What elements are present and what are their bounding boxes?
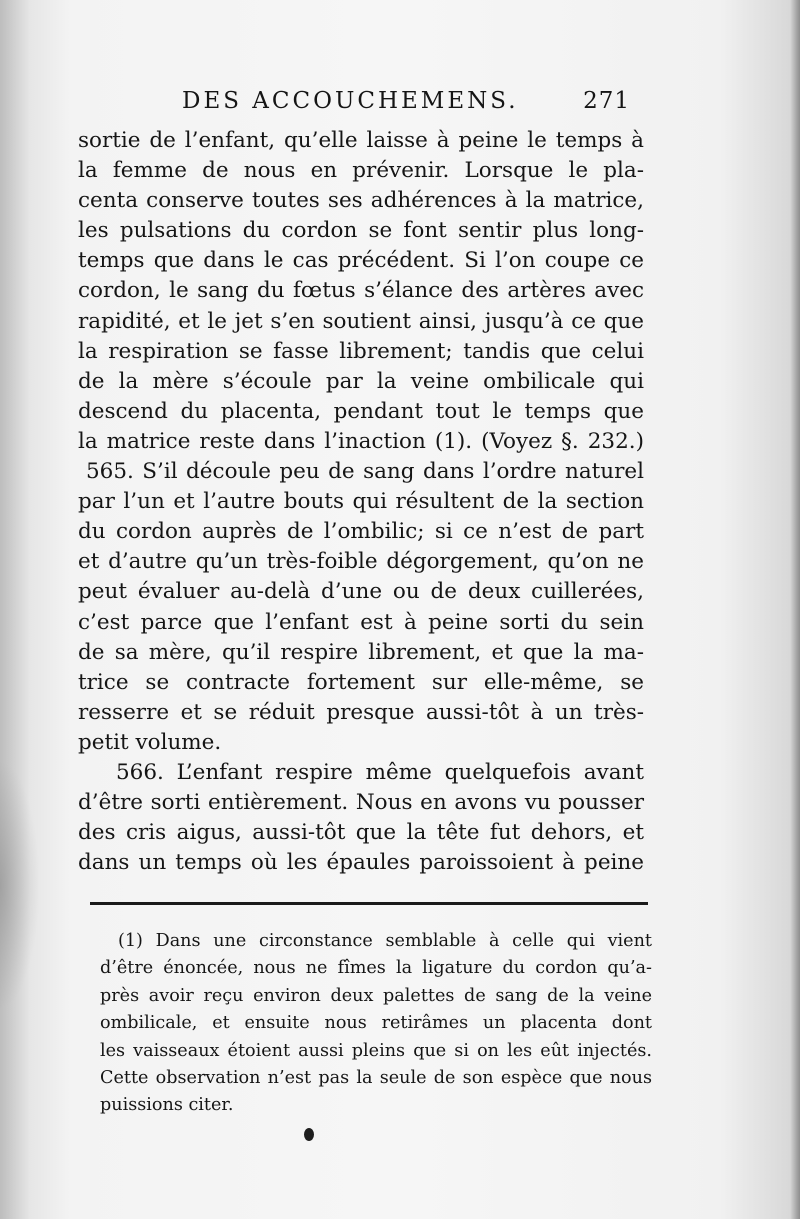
footnote-line: puissions citer.	[100, 1095, 234, 1116]
text-line: d’être sorti entièrement. Nous en avons vu pousser	[78, 790, 644, 816]
text-line: sortie de l’enfant, qu’elle laisse à peine le temps à	[78, 128, 644, 153]
ink-dot-mark	[304, 1128, 314, 1141]
text-line: du cordon auprès de l’ombilic; si ce n’est de part	[78, 519, 644, 545]
text-line: centa conserve toutes ses adhérences à la matrice,	[78, 188, 644, 214]
text-line: cordon, le sang du fœtus s’élance des artères avec	[78, 278, 644, 304]
text-line: peut évaluer au-delà d’une ou de deux cuillerées,	[78, 579, 644, 605]
text-line: temps que dans le cas précédent. Si l’on coupe ce	[78, 248, 644, 274]
text-line: des cris aigus, aussi-tôt que la tête fut dehors, et	[78, 820, 644, 846]
running-title: DES ACCOUCHEMENS.	[182, 88, 519, 114]
main-text	[78, 126, 644, 878]
paragraph-566-start: 566. L’enfant respire même quelquefois avant	[116, 759, 644, 785]
page-stain	[0, 760, 40, 1010]
text-line: la femme de nous en prévenir. Lorsque le pla-	[78, 158, 644, 184]
text-line: la respiration se fasse librement; tandis que celui	[78, 338, 644, 364]
text-line: c’est parce que l’enfant est à peine sorti du sein	[78, 609, 644, 635]
text-line: de la mère s’écoule par la veine ombilicale qui	[78, 368, 644, 394]
text-line: resserre et se réduit presque aussi-tôt à un très-	[78, 699, 644, 725]
text-line: dans un temps où les épaules paroissoient à peine	[78, 850, 644, 876]
running-header	[182, 88, 630, 122]
text-line: la matrice reste dans l’inaction (1). (Voyez §. 232.)	[78, 428, 644, 454]
text-line: par l’un et l’autre bouts qui résultent de la section	[78, 489, 644, 515]
footnote-line: près avoir reçu environ deux palettes de sang de la veine	[100, 985, 652, 1006]
footnote	[100, 928, 652, 1120]
footnote-line: Cette observation n’est pas la seule de son espèce que nous	[100, 1067, 652, 1088]
text-line: de sa mère, qu’il respire librement, et que la ma-	[78, 639, 644, 665]
text-line: rapidité, et le jet s’en soutient ainsi, jusqu’à ce que	[78, 308, 644, 334]
footnote-rule	[90, 902, 648, 905]
footnote-line: (1) Dans une circonstance semblable à celle qui vient	[118, 931, 652, 951]
footnote-line: les vaisseaux étoient aussi pleins que si on les eût injectés.	[100, 1040, 652, 1061]
text-line: et d’autre qu’un très-foible dégorgement, qu’on ne	[78, 549, 644, 575]
text-line: petit volume.	[78, 729, 222, 755]
page-number: 271	[583, 88, 630, 114]
footnote-line: ombilicale, et ensuite nous retirâmes un placenta dont	[100, 1013, 652, 1034]
text-line: trice se contracte fortement sur elle-même, se	[78, 669, 644, 695]
footnote-line: d’être énoncée, nous ne fîmes la ligature du cordon qu’a-	[100, 958, 652, 979]
text-line: les pulsations du cordon se font sentir plus long-	[78, 218, 644, 244]
paragraph-565-start: 565. S’il découle peu de sang dans l’ordre naturel	[86, 459, 644, 485]
text-line: descend du placenta, pendant tout le temps que	[78, 398, 644, 424]
page-edge-shadow	[790, 0, 800, 1219]
